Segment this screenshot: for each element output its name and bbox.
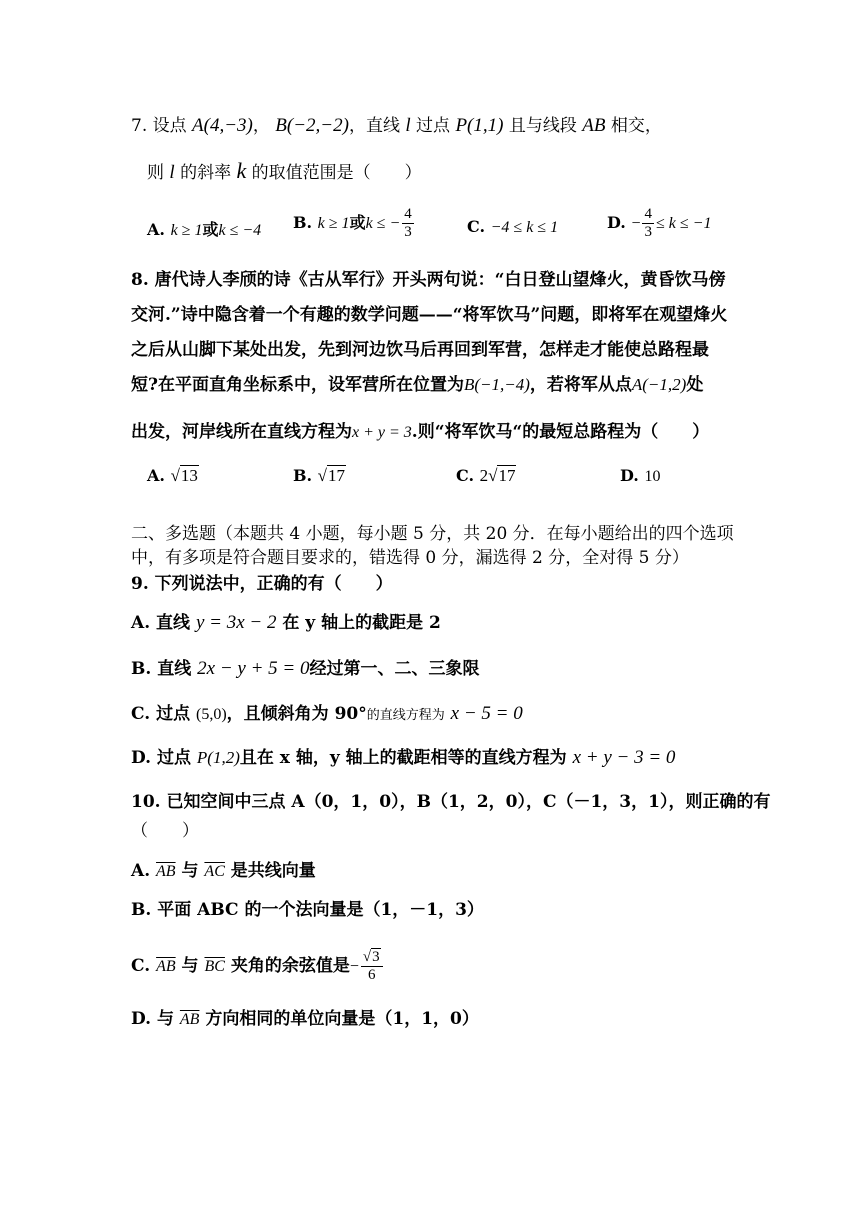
q10-line2: （ ） <box>131 821 199 841</box>
option-label: A. <box>131 861 151 881</box>
option-text: 经过第一、二、三象限 <box>309 659 480 679</box>
q8-point-b: B(−1,−4) <box>463 375 530 394</box>
q7-slope-k: k <box>236 158 247 183</box>
vector-ac: $\overline{AC}$ <box>204 863 225 880</box>
q8-point-a: A(−1,2) <box>631 375 687 394</box>
section2-line2: 中，有多项是符合题目要求的，错选得 0 分，漏选得 2 分，全对得 5 分） <box>131 548 689 568</box>
section2-line1: 二、多选题（本题共 4 小题，每小题 5 分，共 20 分．在每小题给出的四个选项 <box>131 524 734 544</box>
option-text: D. 过点 <box>131 748 191 768</box>
q10-option-c[interactable] <box>131 949 385 984</box>
q7-line-l: l <box>405 115 411 136</box>
option-value: 10 <box>644 468 661 485</box>
q10-line1: 10. 已知空间中三点 A（0，1，0），B（1，2，0），C（－1，3，1），则正确的有 <box>131 792 771 812</box>
q7-number: 7. <box>131 116 148 136</box>
q7-point-p: P(1,1) <box>455 115 504 136</box>
q9-option-a[interactable] <box>131 610 441 636</box>
sqrt: √13 <box>170 466 198 485</box>
coefficient: 2 <box>479 466 489 485</box>
q8-text: 处 <box>686 375 704 395</box>
q7-text: 则 <box>147 163 164 183</box>
q7-text: 过点 <box>416 116 451 136</box>
sqrt: 2√17 <box>479 466 516 485</box>
option-label: B. <box>293 213 313 232</box>
option-math: − <box>631 215 641 232</box>
q7-segment-ab: AB <box>582 115 606 136</box>
fraction-denominator: 6 <box>367 967 376 983</box>
q10-option-a[interactable] <box>131 858 316 885</box>
q9-option-b[interactable] <box>131 656 479 682</box>
radicand: 17 <box>328 466 346 485</box>
q7-point-a: A(4,−3) <box>192 115 253 136</box>
q9-point: (5,0) <box>196 706 227 723</box>
q8-line4 <box>131 372 703 398</box>
option-text: B. 直线 <box>131 659 192 679</box>
q8-line5 <box>131 419 709 446</box>
option-math: k ≥ 1 <box>317 215 350 232</box>
option-text: 的直线方程为 <box>366 708 445 723</box>
vector-ab: $\overline{AB}$ <box>156 958 176 975</box>
q10-option-d[interactable] <box>131 1006 479 1033</box>
option-label: D. <box>620 466 639 485</box>
q7-text: ，直线 <box>348 116 400 136</box>
option-text: C. 过点 <box>131 704 191 724</box>
q9-equation-d: x + y − 3 = 0 <box>572 747 676 768</box>
q7-option-b[interactable] <box>293 206 416 241</box>
fraction-numerator: 4 <box>644 206 652 222</box>
option-text: 方向相同的单位向量是（1，1，0） <box>205 1009 479 1029</box>
radicand: 17 <box>498 466 516 485</box>
option-math: k ≥ 1 <box>170 222 203 239</box>
sqrt: √17 <box>317 466 346 485</box>
option-label: B. <box>293 466 313 485</box>
q8-text: 出发，河岸线所在直线方程为 <box>131 422 352 442</box>
fraction <box>402 206 414 241</box>
q7-option-d[interactable] <box>607 206 711 241</box>
option-text: 夹角的余弦值是 <box>230 956 350 976</box>
q7-line1: 7. 设点 A(4,−3)， B(−2,−2)，直线 l 过点 P(1,1) 且与线段 AB 相交， <box>131 115 662 136</box>
option-text: 或 <box>349 213 366 232</box>
q8-option-a[interactable] <box>147 466 199 486</box>
radicand: 13 <box>180 466 198 485</box>
q9-equation-b: 2x − y + 5 = 0 <box>197 658 310 679</box>
option-text: 与 <box>181 956 199 976</box>
q9-option-c[interactable] <box>131 701 523 729</box>
q7-line-l: l <box>169 162 175 183</box>
option-text: ，且倾斜角为 90° <box>226 704 367 724</box>
q7-text: 且与线段 <box>508 116 577 136</box>
q8-equation: x + y = 3 <box>352 424 412 441</box>
q8-line1: 8. 唐代诗人李颀的诗《古从军行》开头两句说：“白日登山望烽火，黄昏饮马傍 <box>131 270 726 290</box>
q8-line2: 交河.”诗中隐含着一个有趣的数学问题——“将军饮马”问题，即将军在观望烽火 <box>131 305 728 325</box>
radicand: 3 <box>372 949 380 965</box>
minus-sign: − <box>349 958 359 975</box>
option-math: k ≤ − <box>365 215 401 232</box>
q9-stem: 9. 下列说法中，正确的有（ ） <box>131 574 393 594</box>
option-text: A. 直线 <box>131 613 191 633</box>
option-math: k ≤ −4 <box>218 222 262 239</box>
vector-ab: $\overline{AB}$ <box>156 863 176 880</box>
q7-point-b: B(−2,−2) <box>275 115 349 136</box>
vector-bc: $\overline{BC}$ <box>204 958 225 975</box>
option-math: ≤ k ≤ −1 <box>655 215 712 232</box>
option-label: A. <box>147 220 165 239</box>
option-label: A. <box>147 466 165 485</box>
q8-option-d[interactable] <box>620 466 660 486</box>
q7-option-a[interactable] <box>147 217 261 240</box>
fraction-denominator: 3 <box>644 224 652 240</box>
option-label: D. <box>131 1009 152 1029</box>
vector-ab: $\overline{AB}$ <box>179 1011 200 1028</box>
q9-point: P(1,2) <box>196 748 240 767</box>
fraction <box>642 206 654 241</box>
fraction-numerator: √3 <box>361 949 383 967</box>
q10-option-b[interactable]: B. 平面 ABC 的一个法向量是（1，－1，3） <box>131 900 484 920</box>
fraction-denominator: 3 <box>404 224 412 240</box>
q7-option-c[interactable] <box>467 217 558 237</box>
fraction-numerator: 4 <box>404 206 412 222</box>
option-text: 或 <box>202 220 219 239</box>
option-label: D. <box>607 213 626 232</box>
q7-text: 的取值范围是（ ） <box>251 163 422 183</box>
q9-equation-c: x − 5 = 0 <box>450 703 523 724</box>
option-text: 在 y 轴上的截距是 2 <box>282 613 441 633</box>
q7-text: 的斜率 <box>180 163 232 183</box>
option-text: 是共线向量 <box>230 861 316 881</box>
q7-text: 相交， <box>610 116 662 136</box>
q7-text: 设点 <box>152 116 187 136</box>
q9-option-d[interactable] <box>131 745 675 771</box>
q8-text: 短?在平面直角坐标系中，设军营所在位置为 <box>131 375 464 395</box>
q8-line3: 之后从山脚下某处出发，先到河边饮马后再回到军营，怎样走才能使总路程最 <box>131 340 709 360</box>
fraction <box>361 949 383 984</box>
q8-option-c[interactable] <box>456 466 516 486</box>
option-text: 与 <box>181 861 199 881</box>
option-text: 与 <box>156 1009 174 1029</box>
q7-line2 <box>147 158 422 186</box>
q8-text: ，若将军从点 <box>529 375 632 395</box>
option-text: 且在 x 轴，y 轴上的截距相等的直线方程为 <box>239 748 567 768</box>
option-label: C. <box>467 217 486 236</box>
q8-text: .则“将军饮马“的最短总路程为（ ） <box>411 422 710 442</box>
option-label: C. <box>456 466 475 485</box>
q8-option-b[interactable] <box>293 466 346 486</box>
option-label: C. <box>131 956 151 976</box>
option-math: −4 ≤ k ≤ 1 <box>490 219 559 236</box>
q9-equation-a: y = 3x − 2 <box>195 612 277 633</box>
